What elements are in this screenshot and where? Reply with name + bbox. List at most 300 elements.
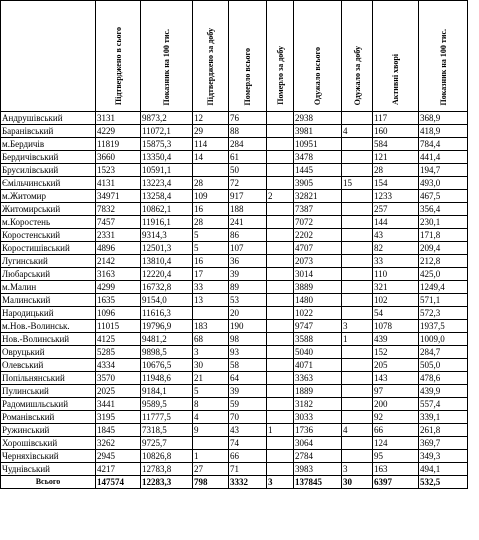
value-cell: 7318,5 xyxy=(141,424,193,437)
district-name-cell: Малинський xyxy=(1,294,96,307)
value-cell: 28 xyxy=(193,177,229,190)
value-cell: 76 xyxy=(229,112,267,125)
value-cell: 39 xyxy=(229,385,267,398)
value-cell: 2142 xyxy=(96,255,141,268)
district-name-cell: Лугинський xyxy=(1,255,96,268)
value-cell: 425,0 xyxy=(419,268,468,281)
value-cell: 12783,8 xyxy=(141,463,193,476)
district-name-cell: Ружинський xyxy=(1,424,96,437)
value-cell: 86 xyxy=(229,229,267,242)
value-cell xyxy=(267,463,294,476)
value-cell: 3182 xyxy=(294,398,342,411)
district-name-cell: Андрушівський xyxy=(1,112,96,125)
value-cell: 54 xyxy=(373,307,419,320)
district-name-cell: Пулинський xyxy=(1,385,96,398)
value-cell: 15 xyxy=(342,177,373,190)
value-cell: 5040 xyxy=(294,346,342,359)
table-row xyxy=(1,151,468,164)
value-cell: 3363 xyxy=(294,372,342,385)
value-cell: 5 xyxy=(193,242,229,255)
value-cell: 1022 xyxy=(294,307,342,320)
value-cell: 1480 xyxy=(294,294,342,307)
value-cell: 1 xyxy=(267,424,294,437)
value-cell: 110 xyxy=(373,268,419,281)
value-cell: 439 xyxy=(373,333,419,346)
header-cell-4 xyxy=(229,1,267,112)
header-label: Померло всього xyxy=(243,47,252,105)
table-row xyxy=(1,177,468,190)
value-cell: 102 xyxy=(373,294,419,307)
table-row xyxy=(1,463,468,476)
value-cell: 9314,3 xyxy=(141,229,193,242)
header-cell-1 xyxy=(96,1,141,112)
district-name-cell: м.Житомир xyxy=(1,190,96,203)
value-cell: 12220,4 xyxy=(141,268,193,281)
table-row xyxy=(1,333,468,346)
value-cell: 284 xyxy=(229,138,267,151)
table-row xyxy=(1,203,468,216)
value-cell xyxy=(267,372,294,385)
total-value-cell: 6397 xyxy=(373,476,419,489)
total-value-cell: 147574 xyxy=(96,476,141,489)
header-label: Активні хворі xyxy=(391,53,400,105)
value-cell: 3033 xyxy=(294,411,342,424)
value-cell: 205 xyxy=(373,359,419,372)
value-cell: 13258,4 xyxy=(141,190,193,203)
value-cell: 12 xyxy=(193,112,229,125)
header-cell-3 xyxy=(193,1,229,112)
table-row xyxy=(1,190,468,203)
table-row xyxy=(1,125,468,138)
table-row xyxy=(1,255,468,268)
table-row xyxy=(1,359,468,372)
value-cell: 4229 xyxy=(96,125,141,138)
value-cell: 1523 xyxy=(96,164,141,177)
value-cell: 1233 xyxy=(373,190,419,203)
value-cell: 7457 xyxy=(96,216,141,229)
district-name-cell: Баранівський xyxy=(1,125,96,138)
district-name-cell: м.Коростень xyxy=(1,216,96,229)
header-label: Померло за добу xyxy=(275,46,285,105)
value-cell: 160 xyxy=(373,125,419,138)
value-cell: 9154,0 xyxy=(141,294,193,307)
value-cell: 43 xyxy=(373,229,419,242)
value-cell: 3064 xyxy=(294,437,342,450)
value-cell: 3 xyxy=(342,320,373,333)
district-name-cell: Народицький xyxy=(1,307,96,320)
value-cell: 4 xyxy=(342,125,373,138)
value-cell: 29 xyxy=(193,125,229,138)
header-row xyxy=(1,1,468,112)
value-cell xyxy=(342,307,373,320)
value-cell: 5 xyxy=(193,229,229,242)
value-cell: 3195 xyxy=(96,411,141,424)
value-cell: 190 xyxy=(229,320,267,333)
table-row xyxy=(1,294,468,307)
value-cell: 4334 xyxy=(96,359,141,372)
value-cell xyxy=(267,385,294,398)
header-cell-6 xyxy=(294,1,342,112)
value-cell: 3905 xyxy=(294,177,342,190)
value-cell: 89 xyxy=(229,281,267,294)
value-cell: 369,7 xyxy=(419,437,468,450)
value-cell: 72 xyxy=(229,177,267,190)
value-cell: 356,4 xyxy=(419,203,468,216)
value-cell xyxy=(267,398,294,411)
header-label: Показник на 100 тис. xyxy=(162,28,171,105)
table-row xyxy=(1,268,468,281)
value-cell: 17 xyxy=(193,268,229,281)
value-cell: 20 xyxy=(229,307,267,320)
value-cell: 3163 xyxy=(96,268,141,281)
value-cell: 230,1 xyxy=(419,216,468,229)
value-cell: 2202 xyxy=(294,229,342,242)
value-cell: 241 xyxy=(229,216,267,229)
value-cell xyxy=(267,203,294,216)
value-cell: 257 xyxy=(373,203,419,216)
value-cell: 3588 xyxy=(294,333,342,346)
value-cell xyxy=(342,229,373,242)
district-name-cell: Радомишльський xyxy=(1,398,96,411)
value-cell: 7832 xyxy=(96,203,141,216)
value-cell xyxy=(342,203,373,216)
header-label: Підтверджено в сього xyxy=(113,26,123,105)
table-row xyxy=(1,281,468,294)
value-cell xyxy=(267,307,294,320)
value-cell: 9898,5 xyxy=(141,346,193,359)
total-label-cell: Всього xyxy=(1,476,96,489)
value-cell: 4125 xyxy=(96,333,141,346)
value-cell: 2784 xyxy=(294,450,342,463)
value-cell xyxy=(193,437,229,450)
value-cell: 917 xyxy=(229,190,267,203)
value-cell xyxy=(267,151,294,164)
value-cell xyxy=(342,255,373,268)
value-cell: 71 xyxy=(229,463,267,476)
value-cell: 10862,1 xyxy=(141,203,193,216)
value-cell: 1009,0 xyxy=(419,333,468,346)
value-cell: 14 xyxy=(193,151,229,164)
header-cell-8 xyxy=(373,1,419,112)
value-cell: 183 xyxy=(193,320,229,333)
value-cell: 3441 xyxy=(96,398,141,411)
value-cell: 13223,4 xyxy=(141,177,193,190)
value-cell: 4707 xyxy=(294,242,342,255)
value-cell: 209,4 xyxy=(419,242,468,255)
value-cell: 1845 xyxy=(96,424,141,437)
total-value-cell: 532,5 xyxy=(419,476,468,489)
value-cell: 478,6 xyxy=(419,372,468,385)
value-cell xyxy=(267,268,294,281)
value-cell: 11072,1 xyxy=(141,125,193,138)
value-cell: 5285 xyxy=(96,346,141,359)
value-cell: 98 xyxy=(229,333,267,346)
value-cell: 34971 xyxy=(96,190,141,203)
value-cell: 66 xyxy=(229,450,267,463)
value-cell: 1078 xyxy=(373,320,419,333)
value-cell: 10591,1 xyxy=(141,164,193,177)
value-cell: 418,9 xyxy=(419,125,468,138)
value-cell: 9725,7 xyxy=(141,437,193,450)
header-cell-2 xyxy=(141,1,193,112)
value-cell xyxy=(267,125,294,138)
value-cell: 2 xyxy=(267,190,294,203)
value-cell: 70 xyxy=(229,411,267,424)
value-cell: 68 xyxy=(193,333,229,346)
value-cell: 9873,2 xyxy=(141,112,193,125)
value-cell xyxy=(342,190,373,203)
value-cell: 19796,9 xyxy=(141,320,193,333)
value-cell: 11616,3 xyxy=(141,307,193,320)
table-row xyxy=(1,164,468,177)
value-cell: 121 xyxy=(373,151,419,164)
value-cell xyxy=(267,411,294,424)
value-cell: 368,9 xyxy=(419,112,468,125)
value-cell: 3660 xyxy=(96,151,141,164)
value-cell: 188 xyxy=(229,203,267,216)
value-cell xyxy=(342,437,373,450)
value-cell: 321 xyxy=(373,281,419,294)
value-cell xyxy=(342,281,373,294)
value-cell xyxy=(342,164,373,177)
value-cell: 117 xyxy=(373,112,419,125)
value-cell: 3981 xyxy=(294,125,342,138)
header-label: Одужало всього xyxy=(313,46,322,105)
value-cell: 10676,5 xyxy=(141,359,193,372)
value-cell xyxy=(342,268,373,281)
value-cell: 33 xyxy=(193,281,229,294)
district-name-cell: Черняхівський xyxy=(1,450,96,463)
value-cell: 2025 xyxy=(96,385,141,398)
value-cell xyxy=(342,398,373,411)
value-cell xyxy=(267,333,294,346)
value-cell: 194,7 xyxy=(419,164,468,177)
district-name-cell: м.Нов.-Волинськ. xyxy=(1,320,96,333)
total-value-cell: 798 xyxy=(193,476,229,489)
value-cell: 92 xyxy=(373,411,419,424)
header-label: Підтверджено за добу xyxy=(206,27,215,105)
value-cell: 1445 xyxy=(294,164,342,177)
value-cell: 339,1 xyxy=(419,411,468,424)
value-cell: 88 xyxy=(229,125,267,138)
district-name-cell: м.Малин xyxy=(1,281,96,294)
value-cell xyxy=(267,164,294,177)
value-cell: 1 xyxy=(193,450,229,463)
value-cell: 2938 xyxy=(294,112,342,125)
header-cell-district xyxy=(1,1,96,112)
total-value-cell: 30 xyxy=(342,476,373,489)
table-row xyxy=(1,242,468,255)
value-cell: 1249,4 xyxy=(419,281,468,294)
table-row xyxy=(1,385,468,398)
value-cell: 13810,4 xyxy=(141,255,193,268)
table-row xyxy=(1,229,468,242)
value-cell: 349,3 xyxy=(419,450,468,463)
value-cell: 284,7 xyxy=(419,346,468,359)
table-row xyxy=(1,424,468,437)
value-cell xyxy=(342,359,373,372)
value-cell: 28 xyxy=(373,164,419,177)
value-cell xyxy=(267,346,294,359)
value-cell: 10826,8 xyxy=(141,450,193,463)
value-cell xyxy=(267,255,294,268)
value-cell: 493,0 xyxy=(419,177,468,190)
district-name-cell: Коростенський xyxy=(1,229,96,242)
value-cell xyxy=(267,242,294,255)
value-cell: 2945 xyxy=(96,450,141,463)
value-cell: 11948,6 xyxy=(141,372,193,385)
value-cell: 15875,3 xyxy=(141,138,193,151)
value-cell: 7072 xyxy=(294,216,342,229)
value-cell xyxy=(342,216,373,229)
value-cell xyxy=(342,385,373,398)
value-cell: 82 xyxy=(373,242,419,255)
district-name-cell: Хорошівський xyxy=(1,437,96,450)
table-row xyxy=(1,372,468,385)
value-cell: 3570 xyxy=(96,372,141,385)
value-cell xyxy=(193,164,229,177)
value-cell: 58 xyxy=(229,359,267,372)
total-row xyxy=(1,476,468,489)
total-value-cell: 3 xyxy=(267,476,294,489)
value-cell xyxy=(267,359,294,372)
value-cell: 53 xyxy=(229,294,267,307)
header-cell-9 xyxy=(419,1,468,112)
table-row xyxy=(1,411,468,424)
value-cell: 143 xyxy=(373,372,419,385)
table-row xyxy=(1,398,468,411)
value-cell xyxy=(267,320,294,333)
value-cell: 32821 xyxy=(294,190,342,203)
table-row xyxy=(1,138,468,151)
district-name-cell: Нов.-Волинський xyxy=(1,333,96,346)
total-value-cell: 3332 xyxy=(229,476,267,489)
district-name-cell: Попільнянський xyxy=(1,372,96,385)
value-cell: 59 xyxy=(229,398,267,411)
value-cell: 11015 xyxy=(96,320,141,333)
value-cell: 2331 xyxy=(96,229,141,242)
value-cell: 494,1 xyxy=(419,463,468,476)
district-name-cell: Бердичівський xyxy=(1,151,96,164)
value-cell: 16 xyxy=(193,255,229,268)
value-cell xyxy=(267,112,294,125)
value-cell: 200 xyxy=(373,398,419,411)
value-cell: 1937,5 xyxy=(419,320,468,333)
value-cell: 212,8 xyxy=(419,255,468,268)
value-cell: 171,8 xyxy=(419,229,468,242)
value-cell xyxy=(267,177,294,190)
value-cell: 439,9 xyxy=(419,385,468,398)
value-cell: 163 xyxy=(373,463,419,476)
district-name-cell: Романівський xyxy=(1,411,96,424)
value-cell xyxy=(193,307,229,320)
header-cell-7 xyxy=(342,1,373,112)
value-cell: 9747 xyxy=(294,320,342,333)
value-cell: 2073 xyxy=(294,255,342,268)
value-cell: 114 xyxy=(193,138,229,151)
value-cell: 7387 xyxy=(294,203,342,216)
table-row xyxy=(1,346,468,359)
district-name-cell: Ємільчинський xyxy=(1,177,96,190)
value-cell: 16732,8 xyxy=(141,281,193,294)
value-cell: 4299 xyxy=(96,281,141,294)
value-cell: 9589,5 xyxy=(141,398,193,411)
value-cell: 1889 xyxy=(294,385,342,398)
value-cell: 3478 xyxy=(294,151,342,164)
value-cell xyxy=(267,437,294,450)
table-row xyxy=(1,450,468,463)
total-value-cell: 137845 xyxy=(294,476,342,489)
value-cell: 50 xyxy=(229,164,267,177)
value-cell: 784,4 xyxy=(419,138,468,151)
district-name-cell: Брусилівський xyxy=(1,164,96,177)
value-cell: 505,0 xyxy=(419,359,468,372)
value-cell: 66 xyxy=(373,424,419,437)
table-row xyxy=(1,320,468,333)
value-cell: 467,5 xyxy=(419,190,468,203)
value-cell: 441,4 xyxy=(419,151,468,164)
value-cell xyxy=(342,138,373,151)
value-cell: 28 xyxy=(193,216,229,229)
value-cell: 39 xyxy=(229,268,267,281)
value-cell: 27 xyxy=(193,463,229,476)
value-cell: 21 xyxy=(193,372,229,385)
value-cell: 16 xyxy=(193,203,229,216)
value-cell: 3131 xyxy=(96,112,141,125)
value-cell: 3014 xyxy=(294,268,342,281)
value-cell: 557,4 xyxy=(419,398,468,411)
value-cell: 3262 xyxy=(96,437,141,450)
value-cell: 584 xyxy=(373,138,419,151)
value-cell: 4 xyxy=(193,411,229,424)
value-cell: 33 xyxy=(373,255,419,268)
value-cell: 11777,5 xyxy=(141,411,193,424)
value-cell xyxy=(342,294,373,307)
district-name-cell: Коростишівський xyxy=(1,242,96,255)
value-cell: 572,3 xyxy=(419,307,468,320)
district-name-cell: Любарський xyxy=(1,268,96,281)
value-cell: 4 xyxy=(342,424,373,437)
value-cell: 13 xyxy=(193,294,229,307)
value-cell: 1 xyxy=(342,333,373,346)
value-cell: 107 xyxy=(229,242,267,255)
value-cell xyxy=(267,229,294,242)
value-cell: 12501,3 xyxy=(141,242,193,255)
value-cell: 43 xyxy=(229,424,267,437)
value-cell: 95 xyxy=(373,450,419,463)
value-cell: 9184,1 xyxy=(141,385,193,398)
value-cell: 4896 xyxy=(96,242,141,255)
value-cell: 10951 xyxy=(294,138,342,151)
value-cell: 3 xyxy=(342,463,373,476)
value-cell: 152 xyxy=(373,346,419,359)
value-cell xyxy=(342,372,373,385)
value-cell: 3889 xyxy=(294,281,342,294)
value-cell xyxy=(342,346,373,359)
value-cell xyxy=(267,216,294,229)
value-cell: 144 xyxy=(373,216,419,229)
value-cell xyxy=(342,242,373,255)
value-cell: 4217 xyxy=(96,463,141,476)
value-cell: 3 xyxy=(193,346,229,359)
district-name-cell: Чуднівський xyxy=(1,463,96,476)
district-name-cell: Овруцький xyxy=(1,346,96,359)
value-cell: 109 xyxy=(193,190,229,203)
value-cell: 93 xyxy=(229,346,267,359)
district-name-cell: Житомирський xyxy=(1,203,96,216)
value-cell: 154 xyxy=(373,177,419,190)
value-cell xyxy=(342,151,373,164)
